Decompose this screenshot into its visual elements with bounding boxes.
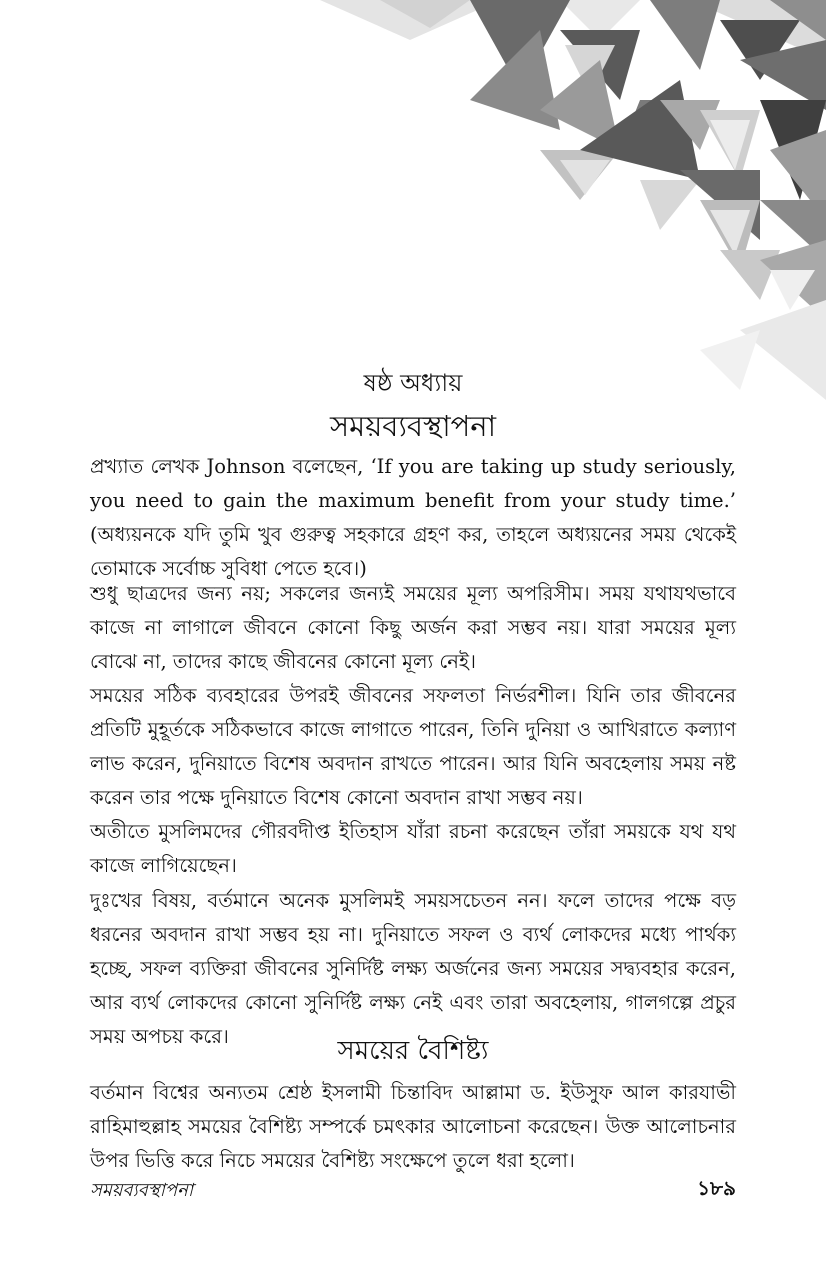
paragraph: সময়ের সঠিক ব্যবহারের উপরই জীবনের সফলতা নির্ভরশীল। যিনি তার জীবনের প্রতিটি মুহূর্তকে সঠিকভাবে কাজে লাগাতে পারেন, তিনি দুনিয়া ও আখিরাতে কল্যাণ লাভ করেন, দুনিয়াতে বিশেষ অবদান রাখতে পারেন। আর যিনি অবহেলায় সময় নষ্ট করেন তার পক্ষে দুনিয়াতে বিশেষ কোনো অবদান রাখা সম্ভব নয়। [90,684,736,809]
paragraph: শুধু ছাত্রদের জন্য নয়; সকলের জন্যই সময়ের মূল্য অপরিসীম। সময় যথাযথভাবে কাজে না লাগালে জীবনে কোনো কিছু অর্জন করা সম্ভব নয়। যারা সময়ের মূল্য বোঝে না, তাদের কাছে জীবনের কোনো মূল্য নেই। [90,582,736,673]
section-paragraph: বর্তমান বিশ্বের অন্যতম শ্রেষ্ঠ ইসলামী চিন্তাবিদ আল্লামা ড. ইউসুফ আল কারযাভী রাহিমাহুল্লাহ সময়ের বৈশিষ্ট্য সম্পর্কে চমৎকার আলোচনা করেছেন। উক্ত আলোচনার উপর ভিত্তি করে নিচে সময়ের বৈশিষ্ট্য সংক্ষেপে তুলে ধরা হলো। [90,1081,736,1172]
paragraph: প্রখ্যাত লেখক Johnson বলেছেন, ‘If you are taking up study seriously, you need to gain the maximum benefit from your study time.’ (অধ্যয়নকে যদি তুমি খুব গুরুত্ব সহকারে গ্রহণ কর, তাহলে অধ্যয়নের সময় থেকেই তোমাকে সর্বোচ্চ সুবিধা পেতে হবে।) [90,455,736,580]
paragraph: দুঃখের বিষয়, বর্তমানে অনেক মুসলিমই সময়সচেতন নন। ফলে তাদের পক্ষে বড় ধরনের অবদান রাখা সম্ভব হয় না। দুনিয়াতে সফল ও ব্যর্থ লোকদের মধ্যে পার্থক্য হচ্ছে, সফল ব্যক্তিরা জীবনের সুনির্দিষ্ট লক্ষ্য অর্জনের জন্য সময়ের সদ্ব্যবহার করেন, আর ব্যর্থ লোকদের কোনো সুনির্দিষ্ট লক্ষ্য নেই এবং তারা অবহেলায়, গালগল্পে প্রচুর সময় অপচয় করে। [90,889,736,1048]
section-heading: সময়ের বৈশিষ্ট্য [337,1036,489,1066]
running-title: সময়ব্যবস্থাপনা [90,1180,194,1201]
chapter-title: সময়ব্যবস্থাপনা [329,409,497,443]
decorative-triangle-pattern [0,0,826,400]
paragraph: অতীতে মুসলিমদের গৌরবদীপ্ত ইতিহাস যাঁরা রচনা করেছেন তাঁরা সময়কে যথ যথ কাজে লাগিয়েছেন। [90,820,736,877]
chapter-number: ষষ্ঠ অধ্যায় [363,369,463,397]
page-number: ১৮৯ [697,1176,736,1200]
